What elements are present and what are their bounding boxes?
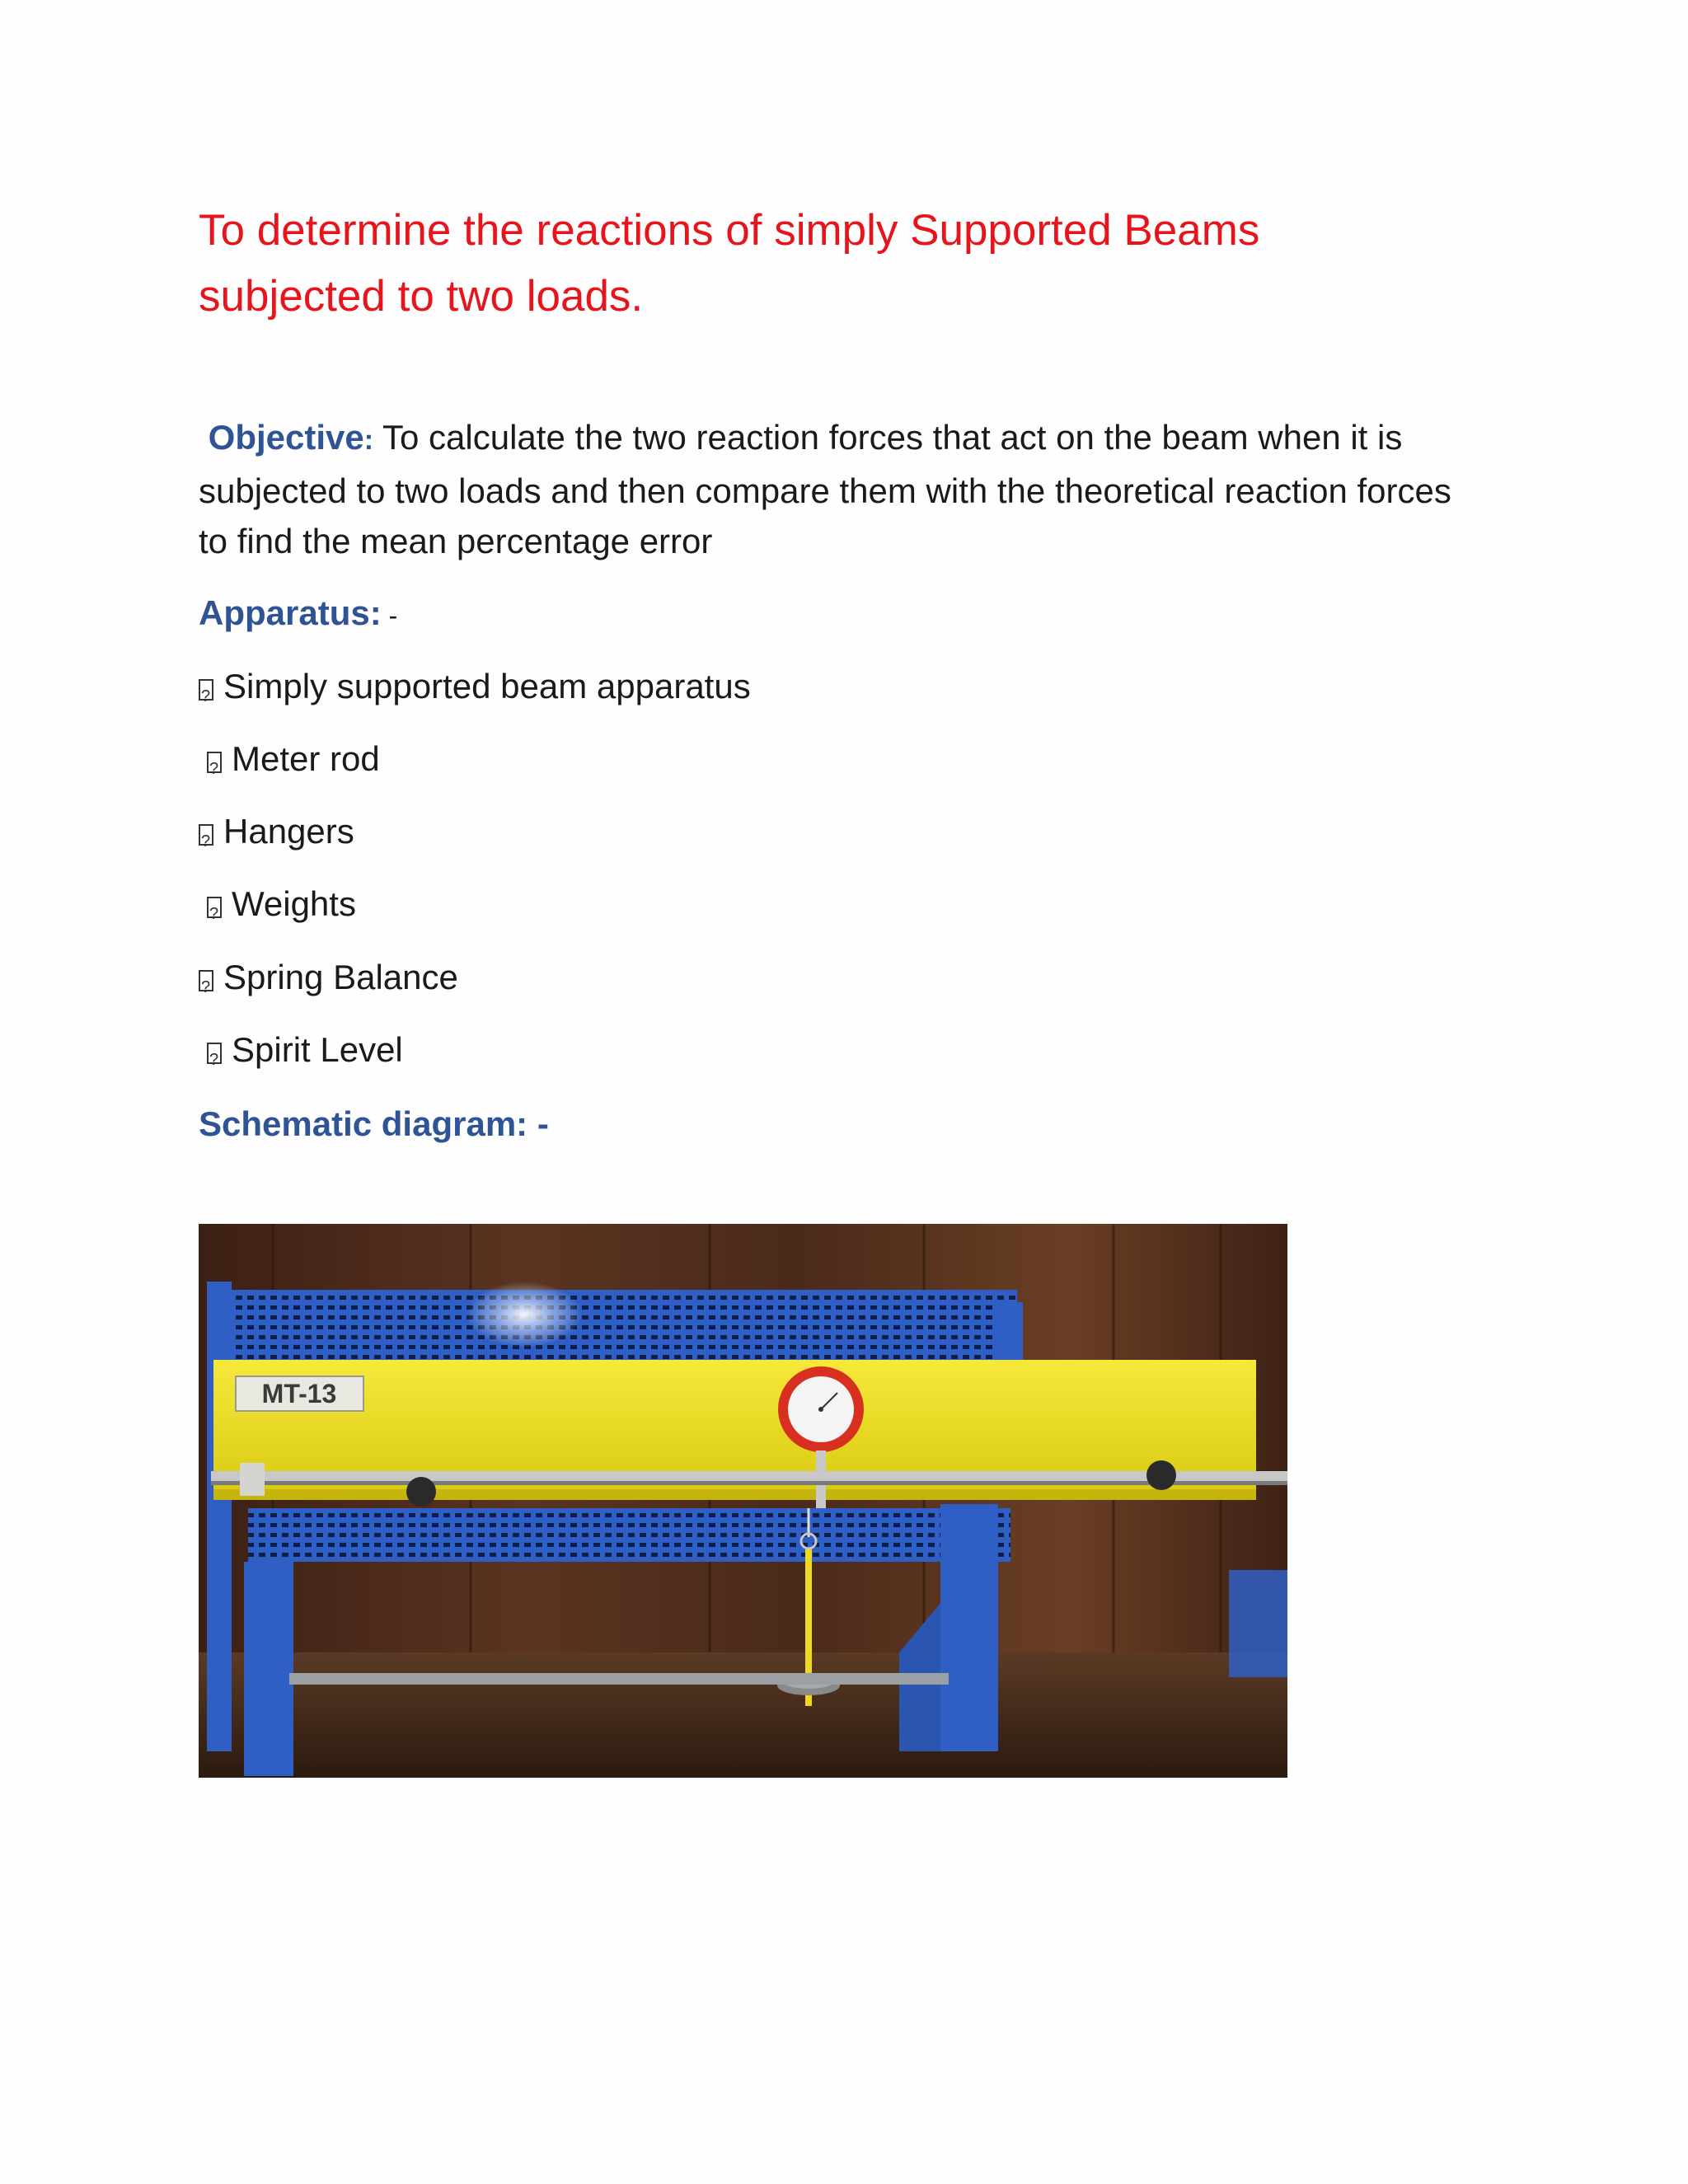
missing-glyph-box-icon — [207, 752, 222, 773]
label-plate-text: MT-13 — [261, 1379, 337, 1408]
apparatus-item-label: Spirit Level — [232, 1030, 403, 1069]
objective-paragraph — [199, 412, 1484, 566]
apparatus-item — [207, 734, 380, 784]
objective-heading: Objective — [208, 418, 364, 457]
missing-glyph-box-icon — [199, 824, 213, 846]
objective-colon: : — [363, 424, 374, 456]
apparatus-item — [199, 953, 458, 1002]
apparatus-item-label: Spring Balance — [223, 958, 458, 996]
apparatus-item-label: Meter rod — [232, 739, 380, 778]
apparatus-heading-line — [199, 588, 397, 640]
objective-text: To calculate the two reaction forces that act on the beam when it is subjected to two loads and then compare them with the theoretical reaction forces to find the mean percentage error — [199, 418, 1451, 560]
apparatus-item-label: Hangers — [223, 812, 354, 851]
missing-glyph-box-icon — [207, 1043, 222, 1064]
apparatus-photo-illustration — [199, 1224, 1287, 1778]
page-title: To determine the reactions of simply Supported Beams subjected to two loads. — [199, 206, 1260, 321]
apparatus-item-label: Simply supported beam apparatus — [223, 667, 751, 705]
apparatus-item — [199, 807, 354, 856]
apparatus-item-label: Weights — [232, 884, 356, 923]
apparatus-item — [199, 662, 751, 711]
apparatus-heading: Apparatus: — [199, 593, 382, 632]
missing-glyph-box-icon — [199, 970, 213, 991]
apparatus-dash: - — [381, 601, 398, 630]
missing-glyph-box-icon — [199, 679, 213, 701]
apparatus-item — [207, 1025, 403, 1075]
schematic-heading: Schematic diagram: - — [199, 1104, 549, 1143]
apparatus-photo — [199, 1224, 1287, 1778]
apparatus-item — [207, 879, 356, 929]
missing-glyph-box-icon — [207, 897, 222, 918]
schematic-heading-line — [199, 1099, 549, 1149]
